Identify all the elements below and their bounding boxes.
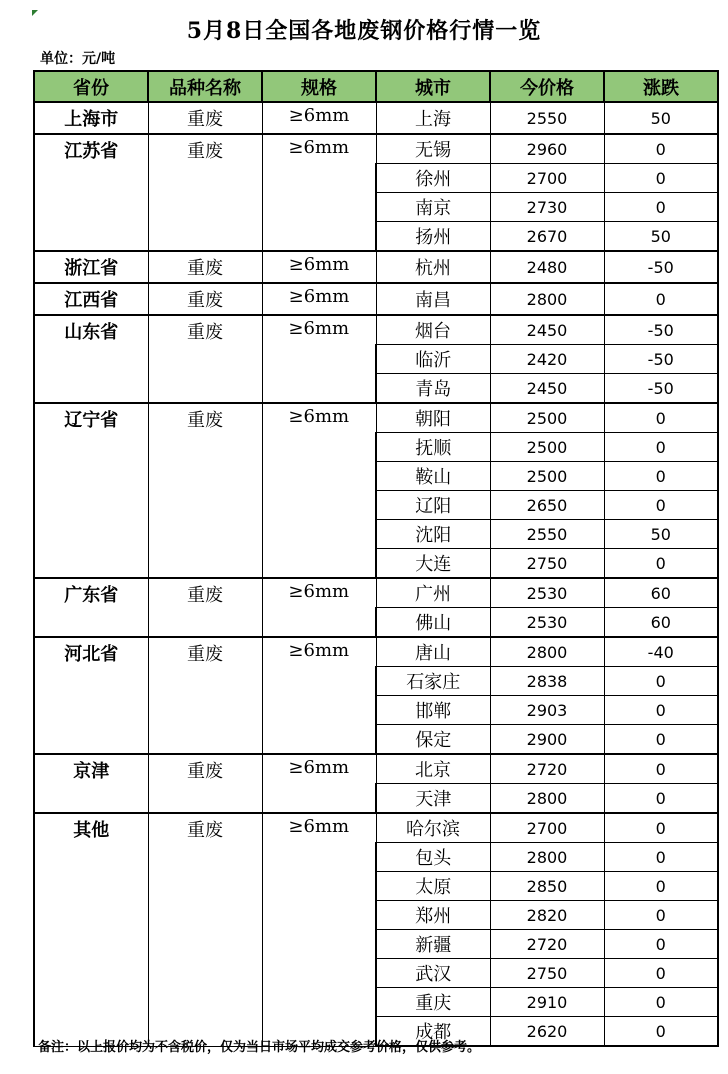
change-cell: -50 [604,251,718,283]
change-cell: -50 [604,315,718,345]
price-cell: 2720 [490,930,604,959]
table-row [34,134,718,164]
city-cell: 唐山 [376,637,490,667]
city-cell: 大连 [376,549,490,579]
table-row [34,102,718,134]
price-cell: 2500 [490,462,604,491]
price-cell: 2500 [490,403,604,433]
change-cell: 0 [604,462,718,491]
table-row [34,315,718,345]
city-cell: 邯郸 [376,696,490,725]
province-cell: 其他 [34,813,148,1046]
table-body [34,102,718,1046]
price-cell: 2480 [490,251,604,283]
city-cell: 太原 [376,872,490,901]
table-row [34,578,718,608]
city-cell: 无锡 [376,134,490,164]
header-price: 今价格 [490,71,604,102]
price-cell: 2820 [490,901,604,930]
price-cell: 2800 [490,784,604,814]
spec-cell: ≥6mm [262,251,376,283]
unit-label: 单位：元/吨 [40,51,116,67]
spec-cell: ≥6mm [262,315,376,403]
city-cell: 包头 [376,843,490,872]
price-cell: 2450 [490,315,604,345]
table-row [34,754,718,784]
page-title: 5月8日全国各地废钢价格行情一览 [186,18,542,44]
price-cell: 2730 [490,193,604,222]
table-header-row [34,71,718,102]
price-cell: 2850 [490,872,604,901]
change-cell: 0 [604,988,718,1017]
price-cell: 2700 [490,164,604,193]
change-cell: 0 [604,872,718,901]
city-cell: 鞍山 [376,462,490,491]
header-city: 城市 [376,71,490,102]
change-cell: -50 [604,374,718,404]
price-cell: 2800 [490,637,604,667]
change-cell: 0 [604,134,718,164]
change-cell: 0 [604,930,718,959]
change-cell: 0 [604,784,718,814]
price-cell: 2910 [490,988,604,1017]
price-cell: 2550 [490,102,604,134]
spec-cell: ≥6mm [262,637,376,754]
change-cell: 0 [604,754,718,784]
province-cell: 江苏省 [34,134,148,251]
city-cell: 抚顺 [376,433,490,462]
table-row [34,813,718,843]
variety-cell: 重废 [148,578,262,637]
city-cell: 扬州 [376,222,490,252]
city-cell: 辽阳 [376,491,490,520]
change-cell: 0 [604,843,718,872]
city-cell: 南京 [376,193,490,222]
change-cell: 0 [604,193,718,222]
change-cell: 0 [604,433,718,462]
price-cell: 2530 [490,608,604,638]
price-cell: 2800 [490,283,604,315]
header-variety: 品种名称 [148,71,262,102]
city-cell: 广州 [376,578,490,608]
variety-cell: 重废 [148,251,262,283]
change-cell: 0 [604,549,718,579]
city-cell: 北京 [376,754,490,784]
city-cell: 上海 [376,102,490,134]
city-cell: 青岛 [376,374,490,404]
table-row [34,637,718,667]
price-cell: 2900 [490,725,604,755]
spec-cell: ≥6mm [262,813,376,1046]
province-cell: 辽宁省 [34,403,148,578]
spec-cell: ≥6mm [262,578,376,637]
table-row [34,251,718,283]
change-cell: 0 [604,403,718,433]
province-cell: 广东省 [34,578,148,637]
change-cell: -50 [604,345,718,374]
spec-cell: ≥6mm [262,134,376,251]
table-row [34,403,718,433]
price-table [33,70,719,1047]
price-cell: 2838 [490,667,604,696]
city-cell: 天津 [376,784,490,814]
city-cell: 成都 [376,1017,490,1047]
city-cell: 新疆 [376,930,490,959]
city-cell: 武汉 [376,959,490,988]
footnote: 备注：以上报价均为不含税价，仅为当日市场平均成交参考价格，仅供参考。 [38,1040,481,1055]
header-province: 省份 [34,71,148,102]
change-cell: 50 [604,102,718,134]
price-cell: 2700 [490,813,604,843]
city-cell: 保定 [376,725,490,755]
variety-cell: 重废 [148,813,262,1046]
price-cell: 2500 [490,433,604,462]
variety-cell: 重废 [148,637,262,754]
price-cell: 2960 [490,134,604,164]
city-cell: 沈阳 [376,520,490,549]
change-cell: 0 [604,813,718,843]
change-cell: 50 [604,222,718,252]
price-cell: 2750 [490,549,604,579]
price-cell: 2530 [490,578,604,608]
change-cell: 0 [604,667,718,696]
change-cell: 0 [604,901,718,930]
spec-cell: ≥6mm [262,403,376,578]
change-cell: 0 [604,1017,718,1047]
city-cell: 朝阳 [376,403,490,433]
city-cell: 石家庄 [376,667,490,696]
province-cell: 河北省 [34,637,148,754]
price-cell: 2800 [490,843,604,872]
variety-cell: 重废 [148,403,262,578]
table-row [34,283,718,315]
province-cell: 京津 [34,754,148,813]
change-cell: 50 [604,520,718,549]
header-change: 涨跌 [604,71,718,102]
province-cell: 江西省 [34,283,148,315]
price-cell: 2450 [490,374,604,404]
province-cell: 上海市 [34,102,148,134]
city-cell: 徐州 [376,164,490,193]
change-cell: 0 [604,283,718,315]
price-cell: 2550 [490,520,604,549]
price-cell: 2670 [490,222,604,252]
price-cell: 2750 [490,959,604,988]
price-cell: 2420 [490,345,604,374]
city-cell: 南昌 [376,283,490,315]
header-spec: 规格 [262,71,376,102]
change-cell: 0 [604,725,718,755]
city-cell: 郑州 [376,901,490,930]
price-cell: 2903 [490,696,604,725]
price-cell: 2620 [490,1017,604,1047]
city-cell: 佛山 [376,608,490,638]
change-cell: 0 [604,491,718,520]
change-cell: 0 [604,959,718,988]
variety-cell: 重废 [148,134,262,251]
variety-cell: 重废 [148,102,262,134]
city-cell: 重庆 [376,988,490,1017]
spec-cell: ≥6mm [262,754,376,813]
change-cell: 0 [604,696,718,725]
price-cell: 2720 [490,754,604,784]
variety-cell: 重废 [148,315,262,403]
province-cell: 山东省 [34,315,148,403]
change-cell: 60 [604,578,718,608]
spec-cell: ≥6mm [262,283,376,315]
city-cell: 烟台 [376,315,490,345]
variety-cell: 重废 [148,283,262,315]
price-cell: 2650 [490,491,604,520]
city-cell: 临沂 [376,345,490,374]
spec-cell: ≥6mm [262,102,376,134]
change-cell: -40 [604,637,718,667]
change-cell: 60 [604,608,718,638]
province-cell: 浙江省 [34,251,148,283]
city-cell: 杭州 [376,251,490,283]
city-cell: 哈尔滨 [376,813,490,843]
change-cell: 0 [604,164,718,193]
variety-cell: 重废 [148,754,262,813]
